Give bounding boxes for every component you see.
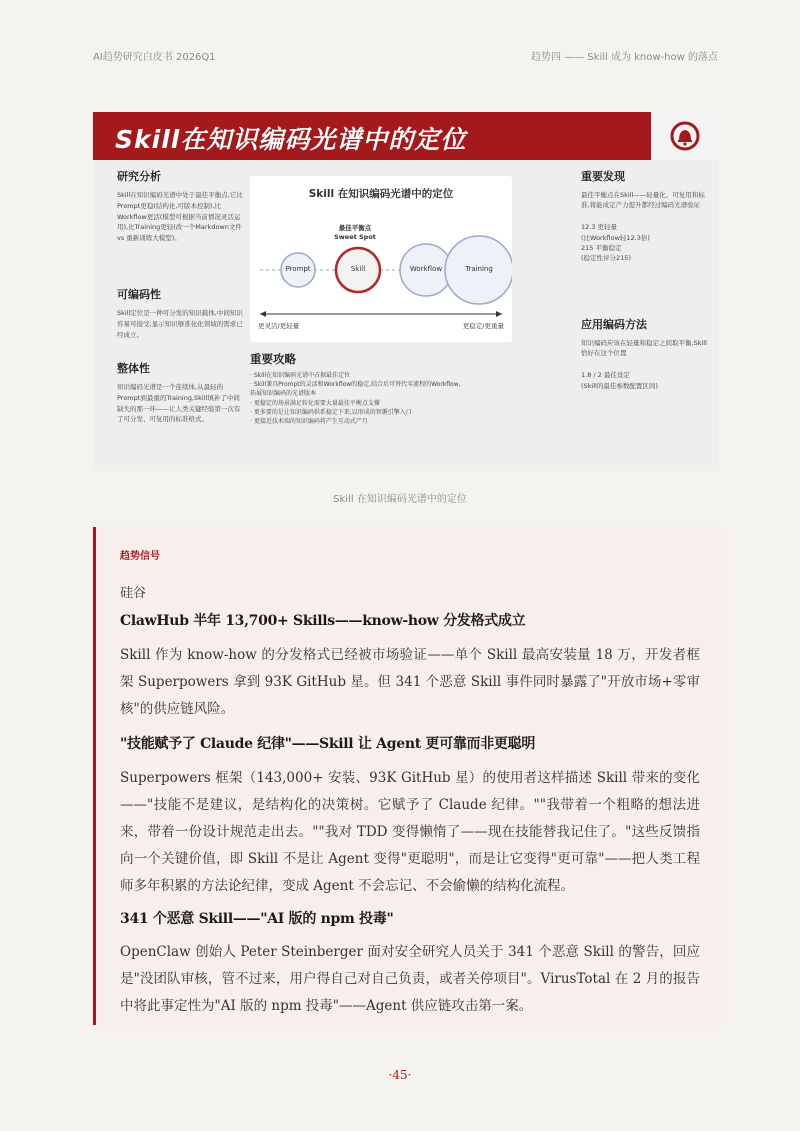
- spectrum-diagram: [250, 176, 512, 342]
- signal-heading-2: "技能赋予了 Claude 纪律"——Skill 让 Agent 更可靠而非更聪明: [120, 736, 536, 752]
- metric-b: 215 平衡稳定: [581, 243, 622, 252]
- signal-heading-1: ClawHub 半年 13,700+ Skills——know-how 分发格式成立: [120, 613, 526, 629]
- infographic-figure: [93, 112, 719, 471]
- method-section: [581, 318, 709, 391]
- figure-caption: Skill 在知识编码光谱中的定位: [333, 494, 467, 505]
- method-body: 知识编码应该在轻量和稳定之间取平衡,Skill恰好在这个位置: [581, 339, 707, 358]
- list-item: · 更多要的是让知识编码供系稳定下来,以形成的智循引擎入口: [250, 408, 412, 416]
- holistic-body: 知识编码光谱是一个连续体,从最轻的Prompt到最重的Training,Skill填补了中间缺失的那一环——让人类关键经验第一次有了可分发、可复用的标准格式。: [117, 383, 241, 424]
- axis-label-left: 更灵活/更轻量: [258, 322, 300, 330]
- strategy-list: [250, 371, 540, 426]
- signal-paragraph-2: Superpowers 框架（143,000+ 安装、93K GitHub 星）的使用者这样描述 Skill 带来的变化——"技能不是建议，是结构化的决策树。它赋予了 Claude 纪律。""我带着一个粗略的想法进来，带着一份设计规范走出去。""我对 TDD 变得懒惰了——现在技能替我记住了。"这些反馈指向一个关键价值，即 Skill 不是让 Agent 变得"更聪明"，而是让它变得"更可靠"——把人类工程师多年积累的方法论纪律，变成 Agent 不会忘记、不会偷懒的结构化流程。: [120, 770, 700, 894]
- research-section: [117, 170, 243, 244]
- figure-banner: [93, 112, 719, 160]
- metric-b-note: (稳定性评分215): [581, 254, 631, 263]
- signal-paragraph-1: Skill 作为 know-how 的分发格式已经被市场验证——单个 Skill 最高安装量 18 万，开发者框架 Superpowers 拿到 93K GitHub 星。但 341 个恶意 Skill 事件同时暴露了"开放市场+零审核"的供应链风险。: [120, 647, 700, 717]
- axis-arrow-left: [260, 311, 266, 317]
- findings-section: [581, 170, 709, 263]
- diagram-title: Skill 在知识编码光谱中的定位: [308, 188, 454, 200]
- holistic-title: 整体性: [117, 362, 150, 375]
- metric-c: 1.8 / 2 最佳设定: [581, 371, 630, 380]
- list-item: · 更接近技术端的知识编码将产生互动式产月: [250, 418, 368, 426]
- holistic-section: [117, 362, 243, 425]
- signal-heading-3: 341 个恶意 Skill——"AI 版的 npm 投毒": [120, 911, 394, 927]
- findings-title: 重要发现: [581, 170, 625, 183]
- list-item: · Skill在知识编码光谱中占据最佳定位: [250, 372, 351, 379]
- header-doc-title: AI趋势研究白皮书 2026Q1: [93, 52, 216, 63]
- metric-a: 12.3 更轻量: [581, 223, 618, 232]
- page-number: ·45·: [388, 1068, 412, 1082]
- method-title: 应用编码方法: [581, 318, 647, 331]
- research-title: 研究分析: [117, 170, 161, 183]
- encodability-title: 可编码性: [117, 288, 161, 301]
- metric-c-note: (Skill的最佳参数配置区间): [581, 381, 658, 390]
- research-body: Skill在知识编码光谱中处于最佳平衡点,它比Prompt更稳(结构化,可版本控制),比Workflow更活(模型可根据当前情况灵活运用),比Training更轻(改一个Markdown文件 vs 重新训练大模型)。: [117, 191, 243, 243]
- page-header: [93, 48, 718, 64]
- sweet-spot-line-2: Sweet Spot: [334, 233, 376, 241]
- header-section-title: 趋势四 —— Skill 成为 know-how 的落点: [530, 52, 718, 63]
- list-item: · Skill兼具Prompt的灵活和Workflow的稳定,结合后可替代零流程的Workflow,: [250, 381, 461, 389]
- brand-logo: [651, 112, 719, 160]
- sweet-spot-label: [325, 224, 385, 242]
- signal-paragraph-3: OpenClaw 创始人 Peter Steinberger 面对安全研究人员关于 341 个恶意 Skill 的警告，回应是"没团队审核，管不过来，用户得自己对自己负责，或者关停项目"。VirusTotal 在 2 月的报告中将此事定性为"AI 版的 npm 投毒"——Agent 供应链攻击第一案。: [120, 944, 700, 1014]
- list-item: · 更稳定的场景满足转化需要大量最佳平衡点支撑: [250, 399, 380, 407]
- strategy-title: 重要攻略: [250, 352, 296, 366]
- list-item: 拓展知识编码的光谱版本: [250, 390, 317, 398]
- sweet-spot-line-1: 最佳平衡点: [338, 224, 372, 232]
- node-label-training: Training: [465, 265, 493, 273]
- axis-arrow-right: [496, 311, 502, 317]
- axis-label-right: 更稳定/更重量: [462, 322, 504, 330]
- metric-a-note: (比Workflow轻12.3倍): [581, 233, 650, 242]
- bell-logo-icon: [669, 120, 701, 152]
- banner-title: Skill在知识编码光谱中的定位: [115, 125, 467, 154]
- strategy-section: [250, 352, 540, 426]
- findings-body: 最佳平衡点在Skill——轻量化、可复用和标准,将能成定产力提升都经过编码光谱验证: [581, 191, 705, 210]
- node-label-skill: Skill: [350, 265, 366, 273]
- encodability-section: [117, 288, 243, 340]
- signal-region: 硅谷: [120, 586, 147, 601]
- trend-signal-box: [93, 527, 721, 1025]
- node-label-prompt: Prompt: [285, 265, 311, 273]
- signal-tag: 趋势信号: [120, 551, 160, 562]
- encodability-body: Skill定位是一种可分发的知识载体,中间知识容易可接受;显示知识够准化化领域的需求已经成立。: [117, 309, 243, 339]
- node-label-workflow: Workflow: [409, 265, 443, 273]
